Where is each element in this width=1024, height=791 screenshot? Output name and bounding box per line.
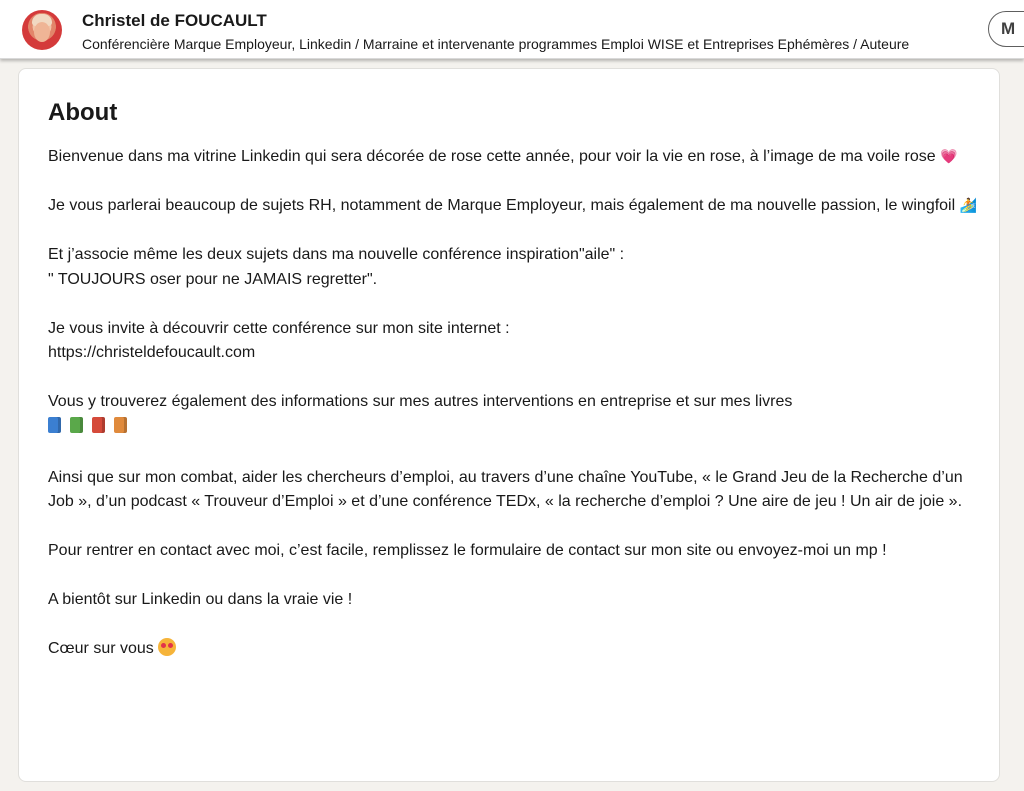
paragraph-line: " TOUJOURS oser pour ne JAMAIS regretter". [48, 270, 378, 288]
green-book-icon [70, 417, 83, 433]
more-button[interactable]: M [988, 11, 1024, 47]
paragraph-text: Vous y trouverez également des informations sur mes autres interventions en entreprise et sur mes livres [48, 393, 793, 410]
heart-eyes-emoji-icon [158, 638, 176, 656]
paragraph-line: Je vous invite à découvrir cette conférence sur mon site internet : [48, 319, 510, 337]
paragraph-line: Et j’associe même les deux sujets dans ma nouvelle conférence inspiration"aile" : [48, 246, 625, 263]
about-paragraph-7: Pour rentrer en contact avec moi, c’est facile, remplissez le formulaire de contact sur mon site ou envoyez-moi un mp ! [48, 542, 887, 559]
surfer-icon: 🏄 [959, 198, 978, 214]
paragraph-text: Cœur sur vous [48, 640, 154, 657]
sticky-profile-header [0, 0, 1024, 59]
profile-headline: Conférencière Marque Employeur, Linkedin / Marraine et intervenante programmes Emploi WISE et Entreprises Ephémères / Auteure [82, 36, 910, 52]
about-paragraph-8: A bientôt sur Linkedin ou dans la vraie vie ! [48, 591, 353, 608]
orange-book-icon [114, 417, 127, 433]
books-icons [48, 417, 136, 442]
profile-name[interactable]: Christel de FOUCAULT [82, 11, 267, 30]
paragraph-text: Bienvenue dans ma vitrine Linkedin qui sera décorée de rose cette année, pour voir la vie en rose, à l’image de ma voile rose [48, 148, 936, 165]
about-paragraph-3 [48, 243, 978, 292]
about-card [18, 68, 1000, 782]
pink-heart-icon: 💗 [940, 149, 958, 165]
avatar[interactable] [22, 10, 62, 50]
website-link[interactable]: https://christeldefoucault.com [48, 344, 256, 361]
about-paragraph-5 [48, 390, 978, 441]
red-book-icon [92, 417, 105, 433]
about-paragraph-9 [48, 637, 978, 662]
about-paragraph-4 [48, 317, 978, 366]
about-text [48, 145, 978, 686]
about-paragraph-2 [48, 194, 978, 219]
paragraph-text: Je vous parlerai beaucoup de sujets RH, notamment de Marque Employeur, mais également de ma nouvelle passion, le wingfoil [48, 197, 956, 214]
about-paragraph-6: Ainsi que sur mon combat, aider les chercheurs d’emploi, au travers d’une chaîne YouTube, « le Grand Jeu de la Recherche d’un Job », d’un podcast « Trouveur d’Emploi » et d’une conférence TEDx, « la recherche d’emploi ? Une aire de jeu ! Un air de joie ». [48, 468, 963, 510]
about-title: About [48, 99, 118, 126]
blue-book-icon [48, 417, 61, 433]
avatar-face [34, 22, 50, 42]
about-paragraph-1 [48, 145, 978, 170]
